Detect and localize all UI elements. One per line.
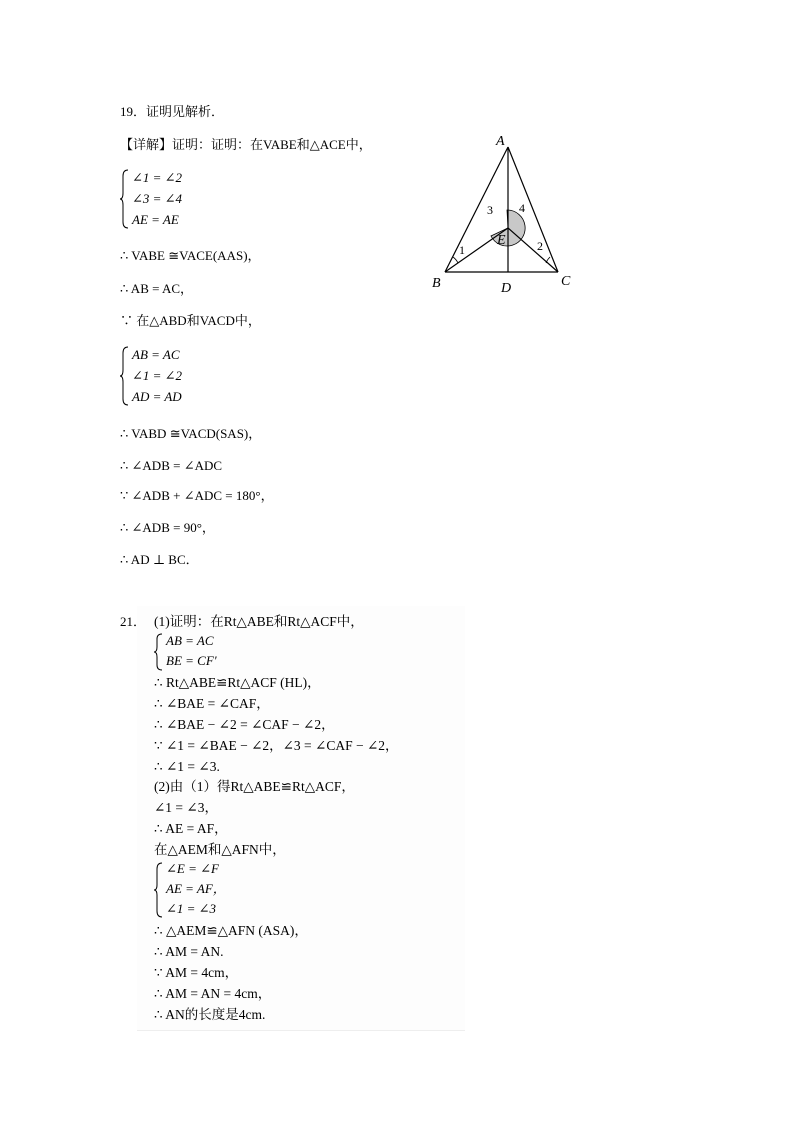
system-line: ∠E = ∠F [166,861,219,876]
q19-detail: 【详解】证明：证明：在VABE和△ACE中， [120,137,372,152]
q21-line: ∵ AM = 4cm， [154,965,239,980]
system-line: AB = AC [166,633,214,648]
system-line: AD = AD [132,389,182,404]
q21-line: ∴ Rt△ABE≌Rt△ACF (HL)， [154,675,321,690]
q21-line: ∴ AN的长度是4cm. [154,1007,266,1022]
q19-line: ∵ ∠ADB + ∠ADC = 180°， [120,488,274,503]
brace-icon [154,861,164,919]
angle-label: 4 [519,201,525,215]
q19-line: ∴ AB = AC， [120,281,194,296]
q21-line: 在△AEM和△AFN中， [154,842,286,857]
q21-line: ∴ ∠BAE − ∠2 = ∠CAF − ∠2， [154,717,335,732]
angle-label: 2 [537,239,543,253]
system-line: AB = AC [132,347,180,362]
point-label: B [432,276,441,291]
brace-icon [154,632,164,672]
q21-line: ∴ AE = AF， [154,821,228,836]
q19-line: ∴ AD ⊥ BC． [120,552,199,567]
q19-line: ∴ ∠ADB = 90°， [120,520,215,535]
q21-line: ∴ ∠BAE = ∠CAF， [154,696,270,711]
brace-icon [120,168,130,230]
point-label: D [501,281,512,295]
system-line: AE = AE [132,212,179,227]
angle-label: 1 [459,243,465,257]
system-line: ∠3 = ∠4 [132,191,183,206]
system-line: ∠1 = ∠2 [132,368,183,383]
q21-number: 21． [120,614,147,629]
q21-line: (1)证明：在Rt△ABE和Rt△ACF中， [154,614,364,629]
q21-line: ∴ ∠1 = ∠3. [154,759,220,774]
point-label: E [497,233,506,248]
system-line: ∠1 = ∠3 [166,901,217,916]
point-label: C [561,274,571,289]
q21-line: ∴ △AEM≌△AFN (ASA)， [154,923,308,938]
q19-line: ∴ ∠ADB = ∠ADC [120,458,223,473]
q19-line: ∵ 在△ABD和VACD中， [120,313,261,328]
point-label: A [496,134,505,149]
q21-line: ∴ AM = AN. [154,944,224,959]
triangle-figure [425,130,580,295]
system-line: AE = AF， [166,881,226,896]
system-line: BE = CF' [166,653,217,668]
q21-line: ∴ AM = AN = 4cm， [154,986,272,1001]
q19-line: ∴ VABD ≅VACD(SAS)， [120,426,262,441]
q21-line: (2)由（1）得Rt△ABE≌Rt△ACF， [154,779,355,794]
q19-line: ∴ VABE ≅VACE(AAS)， [120,248,261,263]
q21-line: ∵ ∠1 = ∠BAE − ∠2，∠3 = ∠CAF − ∠2， [154,738,399,753]
q21-line: ∠1 = ∠3， [154,800,218,815]
q19-header: 19．证明见解析． [120,104,225,119]
brace-icon [120,345,130,407]
system-line: ∠1 = ∠2 [132,170,183,185]
angle-label: 3 [487,203,493,217]
